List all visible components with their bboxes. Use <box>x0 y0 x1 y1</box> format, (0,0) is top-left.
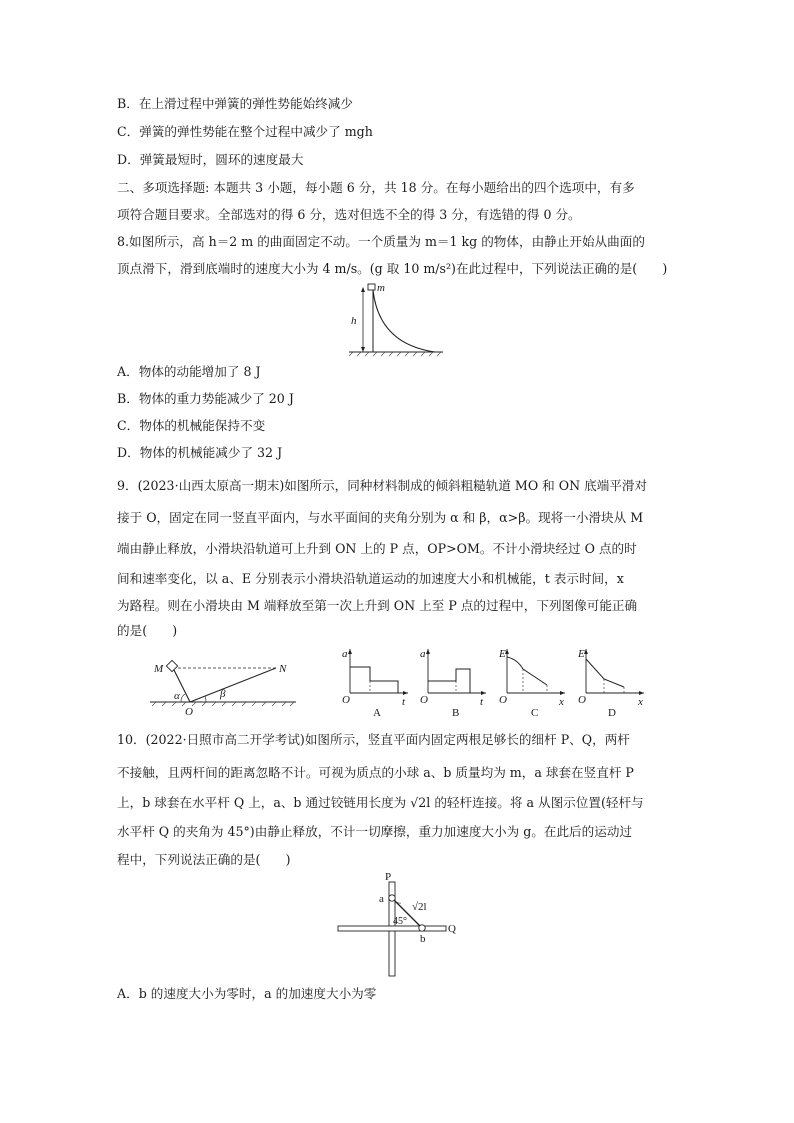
q9-stem-line4: 间和速率变化，以 a、E 分别表示小滑块沿轨道运动的加速度大小和机械能，t 表示时间，x <box>117 571 624 586</box>
graph-b-yaxis: a <box>420 648 426 660</box>
q10-stem-line3: 上，b 球套在水平杆 Q 上，a、b 通过铰链用长度为 √2l 的轻杆连接。将 a 从图示位置(轻杆与 <box>117 795 644 810</box>
q9-stem-line5: 为路程。则在小滑块由 M 端释放至第一次上升到 ON 上至 P 点的过程中，下列图像可能正确 <box>117 598 638 613</box>
q9-stem-line2: 接于 O，固定在同一竖直平面内，与水平面间的夹角分别为 α 和 β，α>β。现将一小滑块从 M <box>117 510 644 525</box>
q9-label-alpha: α <box>174 690 180 702</box>
q8-stem-line1: 8.如图所示，高 h＝2 m 的曲面固定不动。一个质量为 m＝1 kg 的物体，由静止开始从曲面的 <box>117 234 645 249</box>
q8-option-a: A．物体的动能增加了 8 J <box>117 364 261 379</box>
q7-option-d: D．弹簧最短时，圆环的速度最大 <box>117 152 304 167</box>
q10-label-a: a <box>379 893 384 905</box>
q9-label-beta: β <box>220 688 226 700</box>
q7-option-b: B．在上滑过程中弹簧的弹性势能始终减少 <box>117 96 353 111</box>
q9-graph-d <box>576 645 646 719</box>
q10-label-q: Q <box>448 923 456 935</box>
q8-stem-line2: 顶点滑下，滑到底端时的速度大小为 4 m/s。(g 取 10 m/s²)在此过程中，下列说法正确的是( ) <box>117 261 668 276</box>
q8-option-c: C．物体的机械能保持不变 <box>117 418 266 433</box>
q9-stem-line3: 端由静止释放，小滑块沿轨道可上升到 ON 上的 P 点，OP>OM。不计小滑块经过 O 点的时 <box>117 541 637 556</box>
graph-c-yaxis: E <box>499 648 506 660</box>
section-heading-line1: 二、多项选择题: 本题共 3 小题，每小题 6 分，共 18 分。在每小题给出的四个选项中，有多 <box>117 180 635 195</box>
q8-option-d: D．物体的机械能减少了 32 J <box>117 445 283 460</box>
graph-c-xaxis: x <box>559 696 564 708</box>
q10-label-rod-length: √2l <box>412 901 427 913</box>
q10-stem-line1: 10．(2022·日照市高二开学考试)如图所示，竖直平面内固定两根足够长的细杆 P、Q，两杆 <box>117 732 630 747</box>
graph-a-xaxis: t <box>402 696 406 708</box>
graph-a-origin: O <box>342 694 350 706</box>
q9-figure-track <box>148 652 298 718</box>
q8-option-b: B．物体的重力势能减少了 20 J <box>117 391 294 406</box>
q9-graph-c <box>497 645 567 719</box>
q10-stem-line2: 不接触，且两杆间的距离忽略不计。可视为质点的小球 a、b 质量均为 m，a 球套在竖直杆 P <box>117 765 634 780</box>
q8-label-h: h <box>351 315 357 327</box>
q7-option-c: C．弹簧的弹性势能在整个过程中减少了 mgh <box>117 124 373 139</box>
q9-label-m: M <box>154 663 164 675</box>
graph-d-xaxis: x <box>638 696 643 708</box>
q10-stem-line5: 程中，下列说法正确的是( ) <box>117 852 291 867</box>
section-heading-line2: 项符合题目要求。全部选对的得 6 分，选对但选不全的得 3 分，有选错的得 0 分。 <box>117 207 581 222</box>
graph-d-label: D <box>608 707 616 719</box>
q9-graph-b <box>418 645 488 719</box>
graph-c-origin: O <box>499 694 507 706</box>
graph-b-xaxis: t <box>480 696 484 708</box>
q10-figure-rods <box>334 870 464 978</box>
q8-label-m: m <box>377 282 385 294</box>
graph-c-label: C <box>531 707 539 719</box>
q10-label-p: P <box>385 871 392 883</box>
q9-stem-line1: 9．(2023·山西太原高一期末)如图所示，同种材料制成的倾斜粗糙轨道 MO 和 ON 底端平滑对 <box>117 478 648 493</box>
graph-a-yaxis: a <box>342 648 348 660</box>
graph-d-yaxis: E <box>578 648 585 660</box>
q9-stem-line6: 的是( ) <box>117 623 178 638</box>
graph-d-origin: O <box>578 694 586 706</box>
q10-label-b: b <box>420 933 426 945</box>
graph-a-label: A <box>373 707 381 719</box>
q8-figure-curved-slope <box>345 282 445 358</box>
q10-option-a: A．b 的速度大小为零时，a 的加速度大小为零 <box>117 986 377 1001</box>
q9-label-n: N <box>279 663 287 675</box>
q9-label-o: O <box>185 706 193 718</box>
q10-label-angle: 45° <box>393 916 407 927</box>
graph-b-origin: O <box>420 694 428 706</box>
q9-graph-a <box>340 645 410 719</box>
q10-stem-line4: 水平杆 Q 的夹角为 45°)由静止释放，不计一切摩擦，重力加速度大小为 g。在此后的运动过 <box>117 824 633 839</box>
graph-b-label: B <box>452 707 460 719</box>
